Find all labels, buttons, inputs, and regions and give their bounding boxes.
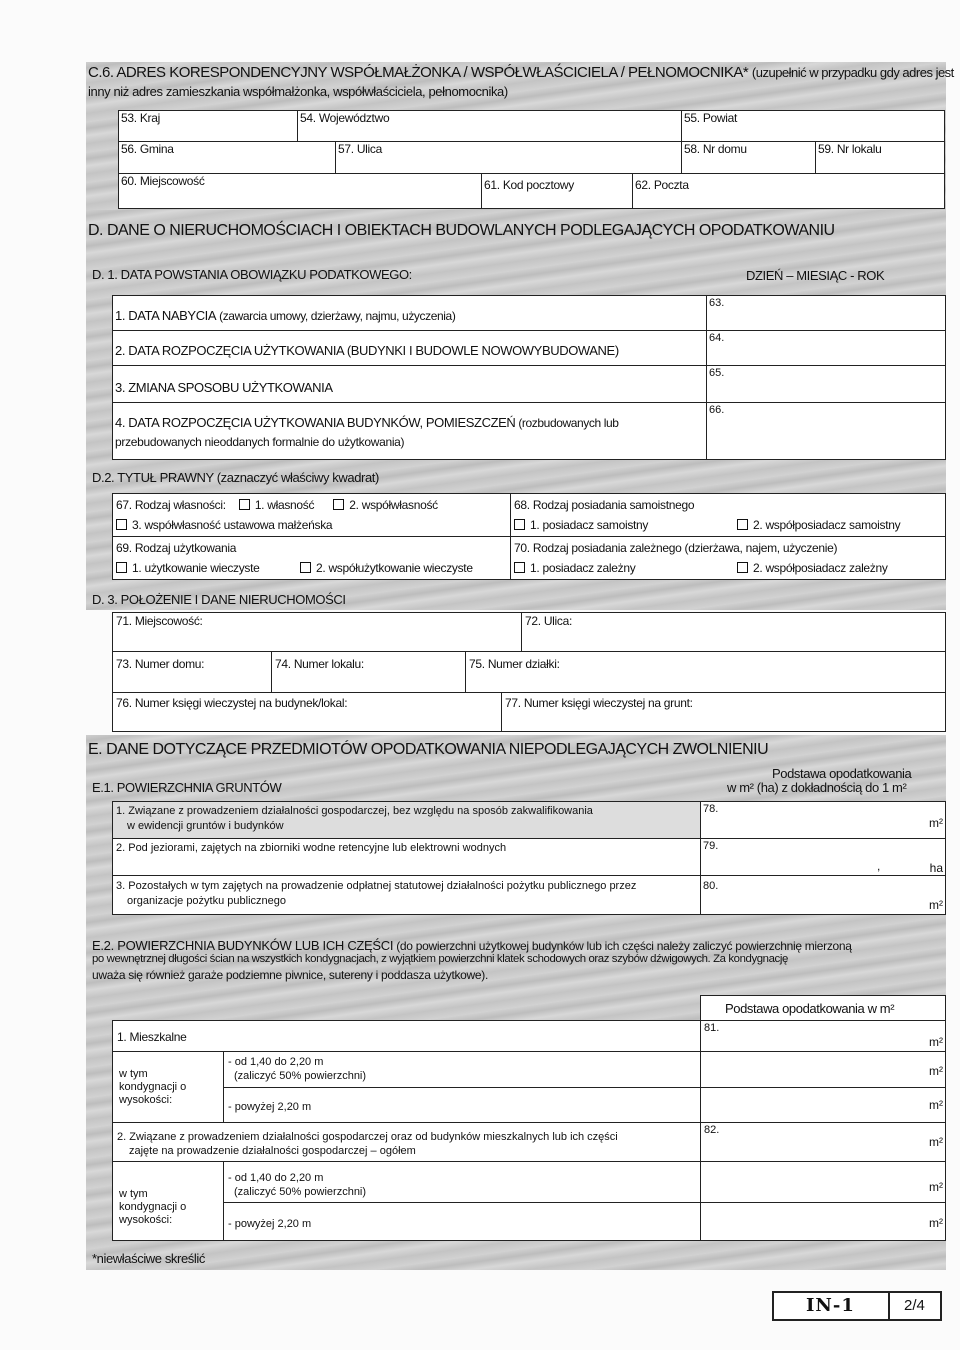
e2-basis-header: Podstawa opodatkowania w m² xyxy=(700,995,946,1021)
e2-business-wtym: w tym kondygnacji o wysokości: xyxy=(112,1161,224,1241)
section-c6-note: inny niż adres zamieszkania współmałżonka, współwłaściciela, pełnomocnika) xyxy=(88,84,508,99)
field-63-date[interactable]: 63. xyxy=(706,295,946,331)
field-82-area[interactable]: 82. m² xyxy=(700,1122,946,1162)
e1-basis-line2: w m² (ha) z dokładnością do 1 m² xyxy=(727,780,907,795)
field-70-dependent: 70. Rodzaj posiadania zależnego (dzierżawa, najem, użyczenie) 1. posiadacz zależny 2. współposiadacz zależny xyxy=(510,536,946,580)
section-d1-title: D. 1. DATA POWSTANIA OBOWIĄZKU PODATKOWEGO: xyxy=(92,267,412,282)
section-d2-title: D.2. TYTUŁ PRAWNY (zaznaczyć właściwy kwadrat) xyxy=(92,470,379,485)
field-68-possession: 68. Rodzaj posiadania samoistnego 1. posiadacz samoistny 2. współposiadacz samoistny xyxy=(510,493,946,537)
field-64-date[interactable]: 64. xyxy=(706,330,946,366)
checkbox-69-1[interactable] xyxy=(116,562,127,573)
form-code: IN-1 xyxy=(806,1295,855,1316)
field-81-high-area[interactable]: m² xyxy=(700,1087,946,1123)
e2-business-high: - powyżej 2,20 m xyxy=(223,1202,701,1241)
field-61-postal-code[interactable]: 61. Kod pocztowy xyxy=(481,173,633,209)
field-74-apartment-no[interactable]: 74. Numer lokalu: xyxy=(271,651,466,693)
field-72-street[interactable]: 72. Ulica: xyxy=(521,612,946,652)
d1-date-header: DZIEŃ – MIESIĄC - ROK xyxy=(746,268,885,283)
field-79-area[interactable]: 79. , ha xyxy=(700,838,946,876)
e2-row-business: 2. Związane z prowadzeniem działalności gospodarczej oraz od budynków mieszkalnych lub ich części zajęte na prowadzenie działalności gospodarczej – ogółem xyxy=(112,1122,701,1162)
checkbox-68-2[interactable] xyxy=(737,519,748,530)
field-71-locality[interactable]: 71. Miejscowość: xyxy=(112,612,522,652)
field-82-high-area[interactable]: m² xyxy=(700,1202,946,1241)
form-code-box xyxy=(772,1291,942,1321)
field-62-post-office[interactable]: 62. Poczta xyxy=(632,173,945,209)
field-77-land-register-land[interactable]: 77. Numer księgi wieczystej na grunt: xyxy=(501,692,946,732)
checkbox-67-2[interactable] xyxy=(333,499,344,510)
checkbox-68-1[interactable] xyxy=(514,519,525,530)
d1-row-start-use: 2. DATA ROZPOCZĘCIA UŻYTKOWANIA (BUDYNKI I BUDOWLE NOWOWYBUDOWANE) xyxy=(112,330,946,366)
field-58-house-no[interactable]: 58. Nr domu xyxy=(681,141,816,174)
field-78-area[interactable]: 78. m² xyxy=(700,801,946,839)
section-e2-title: E.2. POWIERZCHNIA BUDYNKÓW LUB ICH CZĘŚCI (do powierzchni użytkowej budynków lub ich części należy zaliczyć powierzchnię mierzoną xyxy=(92,938,852,953)
e2-residential-wtym: w tym kondygnacji o wysokości: xyxy=(112,1051,224,1123)
e2-residential-low-height: - od 1,40 do 2,20 m (zaliczyć 50% powierzchni) xyxy=(223,1051,701,1088)
section-d-title: D. DANE O NIERUCHOMOŚCIACH I OBIEKTACH BUDOWLANYCH PODLEGAJĄCYCH OPODATKOWANIU xyxy=(88,222,835,239)
field-54-voivodeship[interactable]: 54. Województwo xyxy=(297,110,682,142)
field-67-ownership: 67. Rodzaj własności: 1. własność 2. współwłasność 3. współwłasność ustawowa małżeńska xyxy=(112,493,511,537)
section-e-title: E. DANE DOTYCZĄCE PRZEDMIOTÓW OPODATKOWANIA NIEPODLEGAJĄCYCH ZWOLNIENIU xyxy=(88,741,769,758)
e1-row-other: 3. Pozostałych w tym zajętych na prowadzenie odpłatnej statutowej działalności pożytku publicznego przez organizacje pożytku publicznego xyxy=(112,875,946,915)
d1-row-start-use-buildings: 4. DATA ROZPOCZĘCIA UŻYTKOWANIA BUDYNKÓW, POMIESZCZEŃ (rozbudowanych lub przebudowanych nieoddanych formalnie do użytkowania) xyxy=(112,402,946,460)
checkbox-70-1[interactable] xyxy=(514,562,525,573)
e1-basis-line1: Podstawa opodatkowania xyxy=(772,766,912,781)
field-81-low-area[interactable]: m² xyxy=(700,1051,946,1088)
field-80-area[interactable]: 80. m² xyxy=(700,875,946,915)
checkbox-67-3[interactable] xyxy=(116,519,127,530)
field-82-low-area[interactable]: m² xyxy=(700,1161,946,1203)
field-65-date[interactable]: 65. xyxy=(706,365,946,403)
e2-residential-high: - powyżej 2,20 m xyxy=(223,1087,701,1123)
field-76-land-register-building[interactable]: 76. Numer księgi wieczystej na budynek/lokal: xyxy=(112,692,502,732)
field-73-house-no[interactable]: 73. Numer domu: xyxy=(112,651,272,693)
e2-row-residential: 1. Mieszkalne xyxy=(112,1020,701,1052)
e1-row-business: 1. Związane z prowadzeniem działalności gospodarczej, bez względu na sposób zakwalifikowania w ewidencji gruntów i budynków xyxy=(112,801,946,839)
section-e1-title: E.1. POWIERZCHNIA GRUNTÓW xyxy=(92,780,282,795)
section-d3-title: D. 3. POŁOŻENIE I DANE NIERUCHOMOŚCI xyxy=(92,592,346,607)
field-81-area[interactable]: 81. m² xyxy=(700,1020,946,1052)
field-75-plot-no[interactable]: 75. Numer działki: xyxy=(465,651,946,693)
page-number: 2/4 xyxy=(904,1297,925,1314)
field-56-commune[interactable]: 56. Gmina xyxy=(118,141,336,174)
e2-note-line2: po wewnętrznej długości ścian na wszystkich kondygnacjach, z wyjątkiem powierzchni klatek schodowych oraz szybów dźwigowych. Za kondygnację xyxy=(92,953,788,965)
d1-row-1-label: 1. DATA NABYCIA (zawarcia umowy, dzierżawy, najmu, użyczenia) xyxy=(115,308,456,323)
field-53-country[interactable]: 53. Kraj xyxy=(118,110,298,142)
d1-row-change-use: 3. ZMIANA SPOSOBU UŻYTKOWANIA xyxy=(112,365,946,403)
field-60-locality[interactable]: 60. Miejscowość xyxy=(118,173,482,209)
footnote-asterisk: *niewłaściwe skreślić xyxy=(92,1251,205,1266)
checkbox-67-1[interactable] xyxy=(239,499,250,510)
field-66-date[interactable]: 66. xyxy=(706,402,946,460)
checkbox-70-2[interactable] xyxy=(737,562,748,573)
section-c6-title: C.6. ADRES KORESPONDENCYJNY WSPÓŁMAŁŻONKA / WSPÓŁWŁAŚCICIELA / PEŁNOMOCNIKA* (uzupełnić w przypadku gdy adres jest xyxy=(88,64,954,81)
field-59-apartment-no[interactable]: 59. Nr lokalu xyxy=(815,141,945,174)
field-57-street[interactable]: 57. Ulica xyxy=(335,141,682,174)
field-69-usage: 69. Rodzaj użytkowania 1. użytkowanie wieczyste 2. współużytkowanie wieczyste xyxy=(112,536,511,580)
e2-business-low-height: - od 1,40 do 2,20 m (zaliczyć 50% powierzchni) xyxy=(223,1161,701,1203)
e1-row-lakes: 2. Pod jeziorami, zajętych na zbiorniki wodne retencyjne lub elektrowni wodnych xyxy=(112,838,946,876)
form-code-divider xyxy=(888,1293,890,1319)
field-55-county[interactable]: 55. Powiat xyxy=(681,110,945,142)
e2-note-line3: uważa się również garaże podziemne piwnice, sutereny i poddasza użytkowe). xyxy=(92,968,489,982)
checkbox-69-2[interactable] xyxy=(300,562,311,573)
